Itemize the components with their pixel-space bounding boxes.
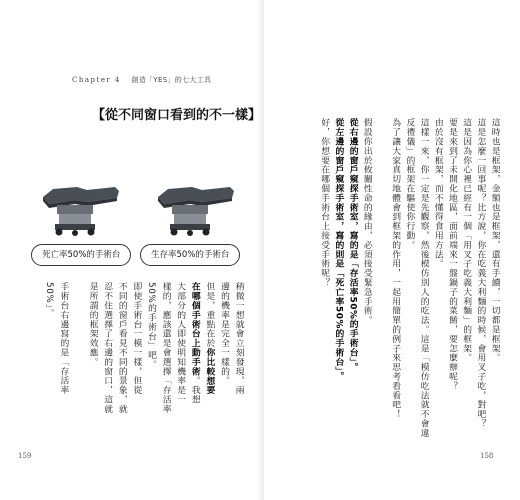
- emphasis-text: 從右邊的窗戶窺探手術室，寫的是「存活率50%的手術台」。: [347, 118, 358, 372]
- text-segment: 好，你想要在哪個手術台上接受手術呢？: [319, 118, 330, 288]
- text-segment: 由於沒有框架，而不懂得食用方法。: [432, 118, 443, 269]
- text-segment: 為了讓大家真切地體會到框架的作用，一起用簡單的例子來思考看看吧！: [390, 118, 401, 419]
- text-column: [232, 282, 245, 395]
- text-segment: 手術台右邊寫的是「存活率: [58, 282, 69, 395]
- chapter-title: 創造「YES」的七大工具: [131, 76, 212, 84]
- emphasis-text: 從左邊的窗戶窺探手術室，寫的則是「死亡率50%的手術台」。: [333, 118, 344, 381]
- page-number-left: 159: [18, 452, 32, 460]
- figure-label-death-rate: 死亡率50%的手術台: [31, 244, 131, 266]
- book-gutter: [256, 0, 264, 500]
- section-title: 【從不同窗口看到的不一樣】: [92, 108, 262, 123]
- text-column: [431, 118, 444, 268]
- text-column: [346, 118, 359, 371]
- text-segment: 這樣一來，你一定是先觀察，然後模仿別人的吃法。這是「模仿吃法就不會違: [418, 118, 429, 438]
- text-segment: 這是怎麼一回事呢？比方說，你在吃義大利麵的時候，會用叉子吃，對吧？: [475, 118, 486, 429]
- text-column: [217, 282, 230, 385]
- emphasis-text: 在哪個手術台上動手術: [189, 282, 200, 376]
- text-column: [159, 282, 172, 414]
- text-column: [318, 118, 331, 287]
- text-column: [203, 282, 216, 395]
- chapter-header: [72, 75, 211, 85]
- text-column: [460, 118, 473, 362]
- text-column: [389, 118, 402, 419]
- emphasis-text: 你比較想要: [204, 347, 215, 395]
- chapter-number: Chapter 4: [72, 76, 121, 84]
- text-segment: 不同的窗戶看見不同的景象，就: [116, 282, 127, 414]
- text-column: [130, 282, 143, 395]
- text-column: [488, 118, 501, 362]
- text-column: [42, 282, 55, 318]
- text-column: [332, 118, 345, 381]
- text-column: [101, 282, 114, 414]
- operating-table-icon: [35, 177, 123, 243]
- text-segment: 大部分的人即使明知機率是一: [175, 282, 186, 405]
- text-column: [445, 118, 458, 391]
- text-segment: 要是來到了未開化地區，面前端來一盤鍋子的菜餚，要怎麼辦呢？: [446, 118, 457, 391]
- text-segment: 即使手術台一模一樣，但從: [131, 282, 142, 395]
- text-segment: 這時也是框架，金額也是框架，還有手續，一切都是框架。: [489, 118, 500, 363]
- text-segment: 反禮儀」的框架在驅使你行動。: [404, 118, 415, 250]
- text-column: [188, 282, 201, 404]
- text-segment: 是所謂的框架效應。: [87, 282, 98, 367]
- figure-label-survival-rate: 生存率50%的手術台: [140, 244, 240, 266]
- text-segment: 樣的，應該還是會選擇「存活率: [160, 282, 171, 414]
- text-column: [86, 282, 99, 367]
- text-column: [403, 118, 416, 250]
- text-column: [144, 282, 157, 369]
- text-segment: 50%」。: [43, 282, 54, 318]
- text-segment: 這是因為你心裡已經有一個「用叉子吃義大利麵」的框架。: [461, 118, 472, 363]
- operating-table-icon: [150, 177, 238, 243]
- text-column: [474, 118, 487, 428]
- text-column: [115, 282, 128, 414]
- text-segment: 但是，重點在於: [204, 282, 215, 348]
- text-column: [174, 282, 187, 404]
- text-column: [360, 118, 373, 325]
- text-segment: 50%的手術台」吧。: [145, 282, 156, 370]
- text-segment: 稍微一想就會立刻發現，兩: [233, 282, 244, 395]
- text-column: [57, 282, 70, 395]
- text-column: [417, 118, 430, 438]
- text-segment: 忍不住選擇了右邊的窗口，這就: [102, 282, 113, 414]
- text-segment: 邊的機率是完全一樣的。: [218, 282, 229, 386]
- text-segment: 。我想: [189, 376, 200, 405]
- page-number-right: 158: [480, 452, 494, 460]
- text-segment: 假設你出於攸關性命的緣由，必須接受緊急手術。: [361, 118, 372, 325]
